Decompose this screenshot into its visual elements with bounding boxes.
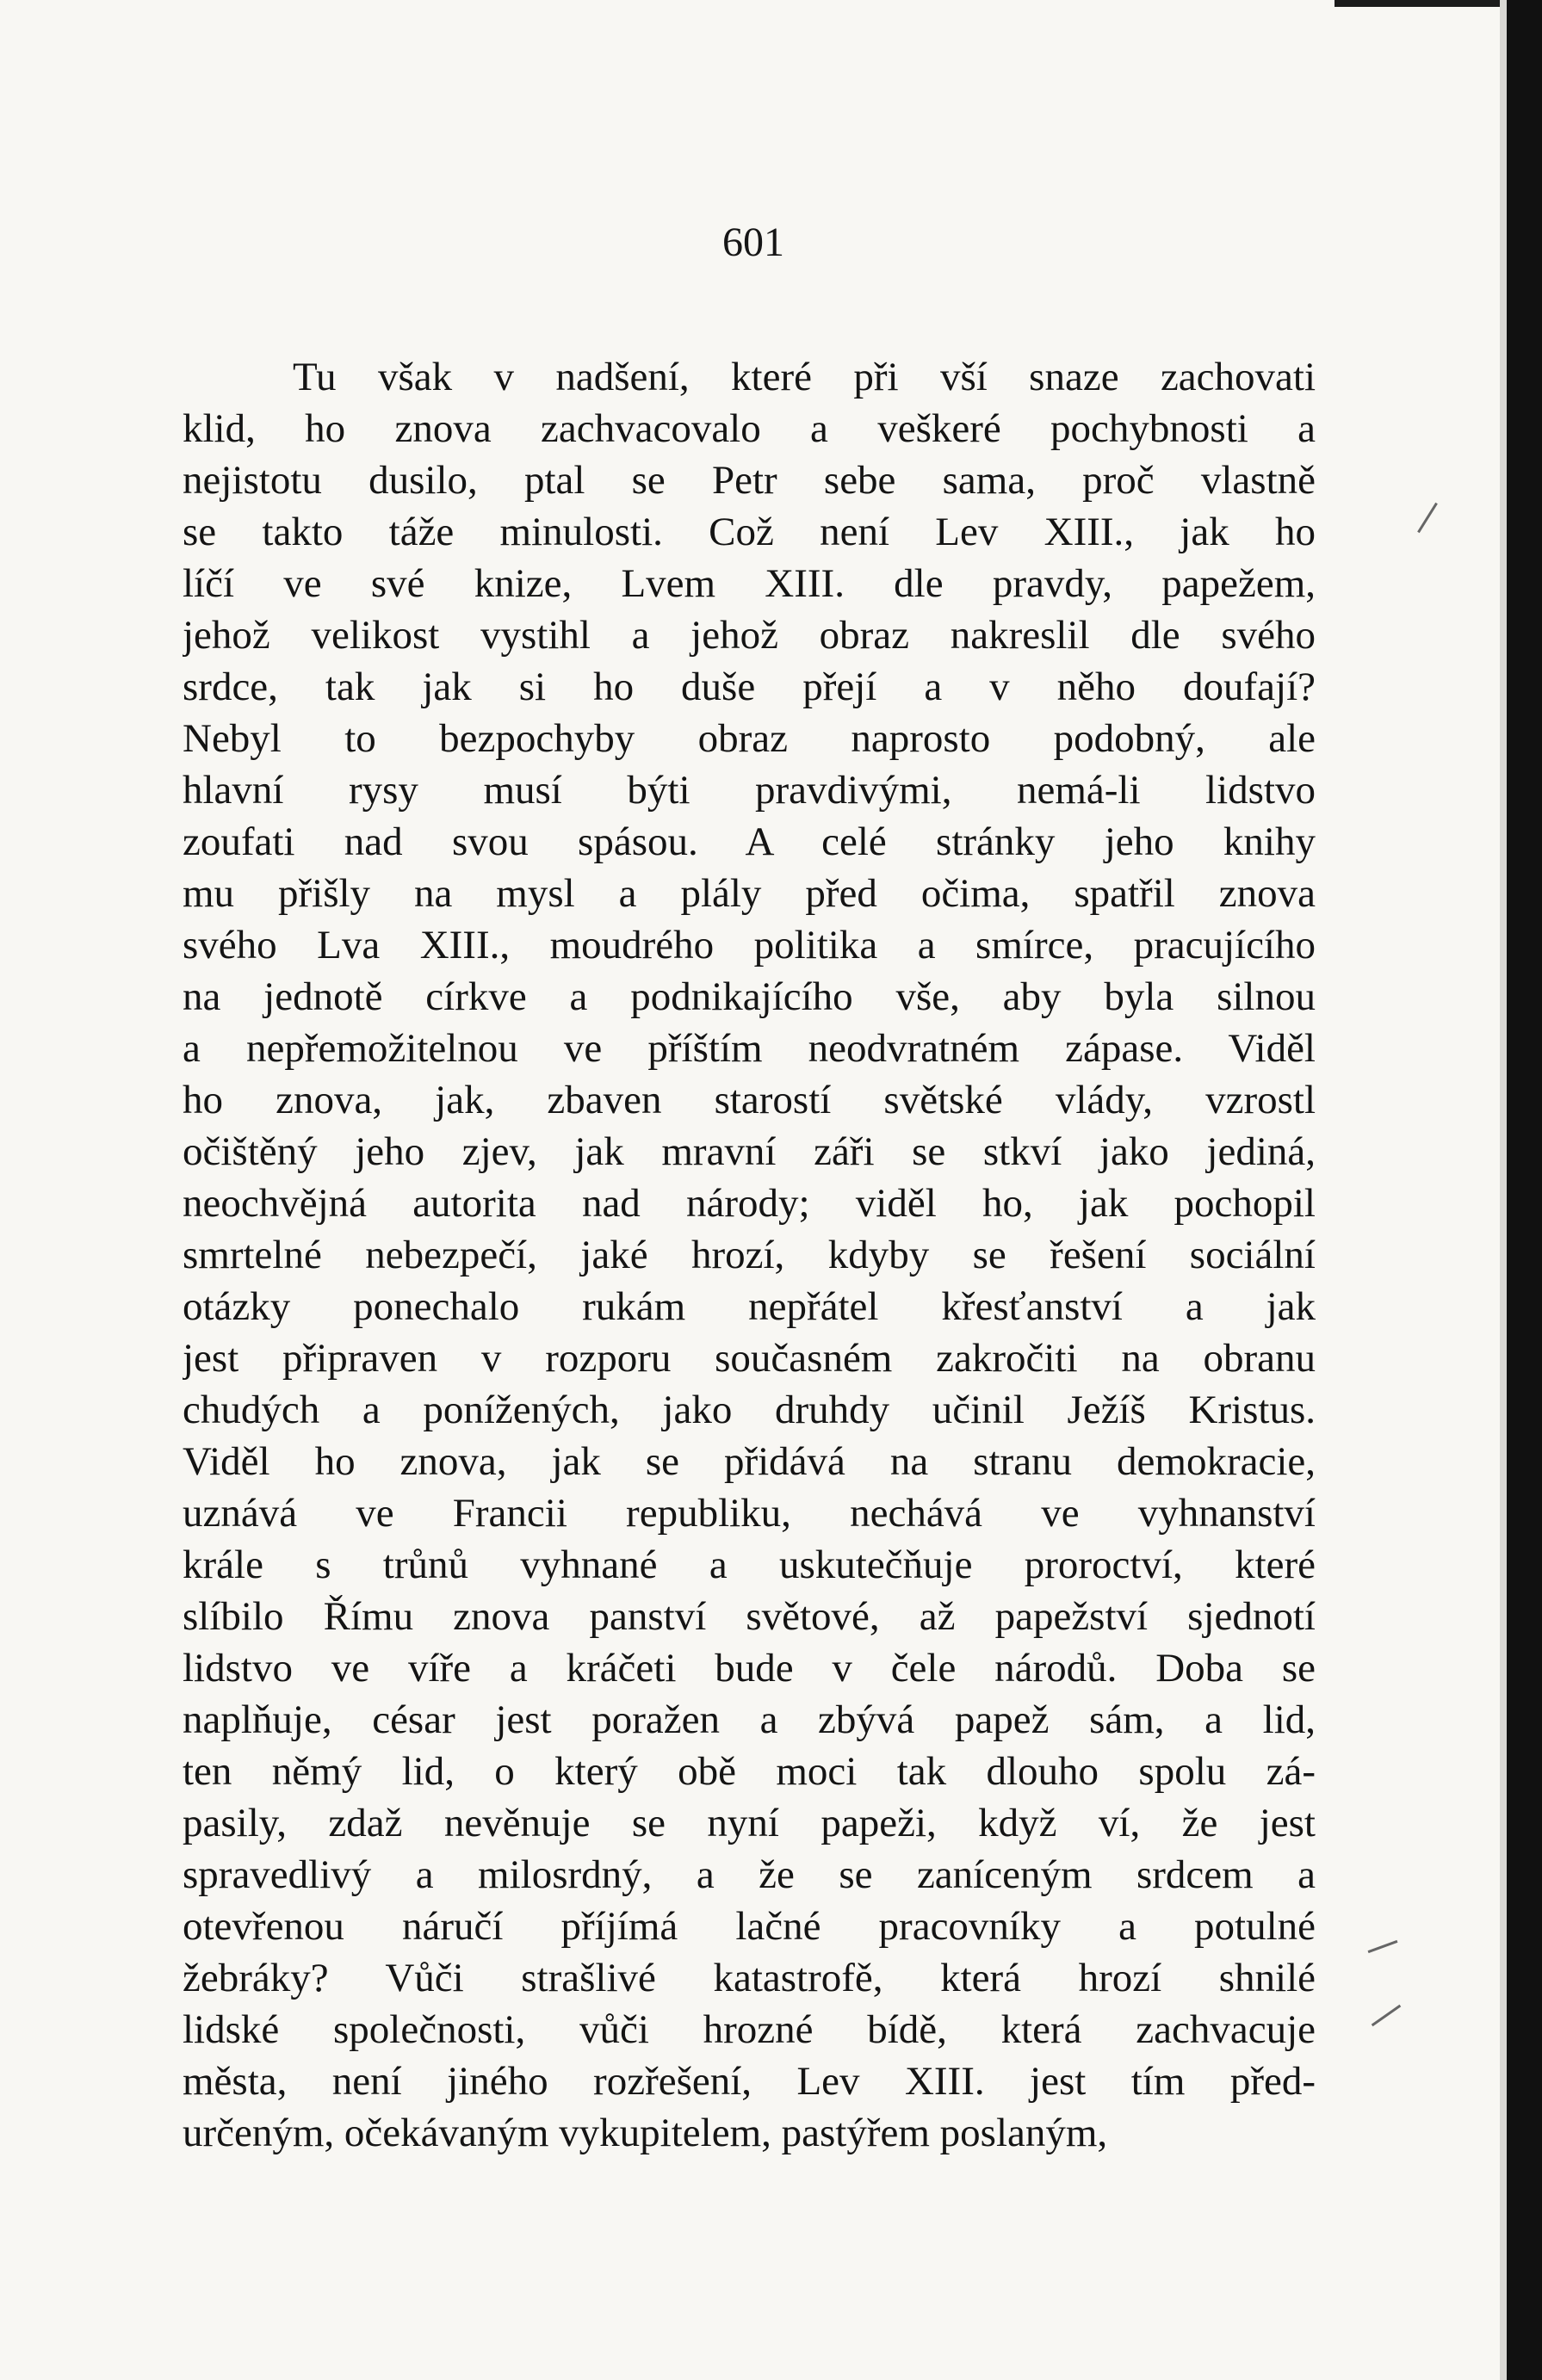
text-line: se takto táže minulosti. Což není Lev XIII., jak ho	[183, 510, 1316, 554]
text-line: mu přišly na mysl a plály před očima, spatřil znova	[183, 871, 1316, 916]
text-line: klid, ho znova zachvacovalo a veškeré pochybnosti a	[183, 406, 1316, 451]
margin-pencil-mark	[1417, 503, 1438, 534]
text-line: ho znova, jak, zbaven starostí světské vlády, vzrostl	[183, 1078, 1316, 1122]
text-line: Tu však v nadšení, které při vší snaze zachovati	[293, 355, 1316, 399]
text-line: neochvějná autorita nad národy; viděl ho, jak pochopil	[183, 1181, 1316, 1226]
text-line: města, není jiného rozřešení, Lev XIII. jest tím před-	[183, 2059, 1316, 2104]
body-text	[183, 351, 1316, 2159]
scan-edge-right	[1507, 0, 1542, 2380]
margin-pencil-mark	[1368, 1940, 1398, 1953]
scan-edge-top	[1335, 0, 1507, 7]
text-line: Nebyl to bezpochyby obraz naprosto podobný, ale	[183, 716, 1316, 761]
text-line: pasily, zdaž nevěnuje se nyní papeži, když ví, že jest	[183, 1801, 1316, 1845]
text-line: na jednotě církve a podnikajícího vše, aby byla silnou	[183, 974, 1316, 1019]
text-line: žebráky? Vůči strašlivé katastrofě, která hrozí shnilé	[183, 1956, 1316, 2000]
page-number: 601	[722, 219, 784, 265]
text-line: svého Lva XIII., moudrého politika a smírce, pracujícího	[183, 923, 1316, 967]
text-line: zoufati nad svou spásou. A celé stránky jeho knihy	[183, 819, 1316, 864]
text-line: nejistotu dusilo, ptal se Petr sebe sama, proč vlastně	[183, 458, 1316, 503]
text-line: Viděl ho znova, jak se přidává na stranu demokracie,	[183, 1439, 1316, 1484]
text-line: jest připraven v rozporu současném zakročiti na obranu	[183, 1336, 1316, 1381]
text-line: otázky ponechalo rukám nepřátel křesťanství a jak	[183, 1284, 1316, 1329]
text-line: líčí ve své knize, Lvem XIII. dle pravdy, papežem,	[183, 561, 1316, 606]
text-line: lidské společnosti, vůči hrozné bídě, která zachvacuje	[183, 2007, 1316, 2052]
text-line: naplňuje, césar jest poražen a zbývá papež sám, a lid,	[183, 1697, 1316, 1742]
scan-edge-inner	[1500, 0, 1507, 2380]
text-line: hlavní rysy musí býti pravdivými, nemá-li lidstvo	[183, 768, 1316, 813]
text-line: uznává ve Francii republiku, nechává ve vyhnanství	[183, 1491, 1316, 1536]
text-line: a nepřemožitelnou ve příštím neodvratném zápase. Viděl	[183, 1026, 1316, 1071]
text-line: otevřenou náručí příjímá lačné pracovníky a potulné	[183, 1904, 1316, 1949]
text-line: chudých a ponížených, jako druhdy učinil Ježíš Kristus.	[183, 1388, 1316, 1432]
text-line: jehož velikost vystihl a jehož obraz nakreslil dle svého	[183, 613, 1316, 658]
text-line: očištěný jeho zjev, jak mravní záři se stkví jako jediná,	[183, 1129, 1316, 1174]
text-line: určeným, očekávaným vykupitelem, pastýřem poslaným,	[183, 2111, 1108, 2155]
text-line: srdce, tak jak si ho duše přejí a v něho doufají?	[183, 665, 1316, 709]
text-line: spravedlivý a milosrdný, a že se zaníceným srdcem a	[183, 1852, 1316, 1897]
text-line: krále s trůnů vyhnané a uskutečňuje proroctví, které	[183, 1542, 1316, 1587]
text-line: ten němý lid, o který obě moci tak dlouho spolu zá-	[183, 1749, 1316, 1794]
text-line: smrtelné nebezpečí, jaké hrozí, kdyby se řešení sociální	[183, 1233, 1316, 1277]
text-line: lidstvo ve víře a kráčeti bude v čele národů. Doba se	[183, 1646, 1316, 1691]
margin-pencil-mark	[1372, 2005, 1401, 2026]
text-line: slíbilo Římu znova panství světové, až papežství sjednotí	[183, 1594, 1316, 1639]
